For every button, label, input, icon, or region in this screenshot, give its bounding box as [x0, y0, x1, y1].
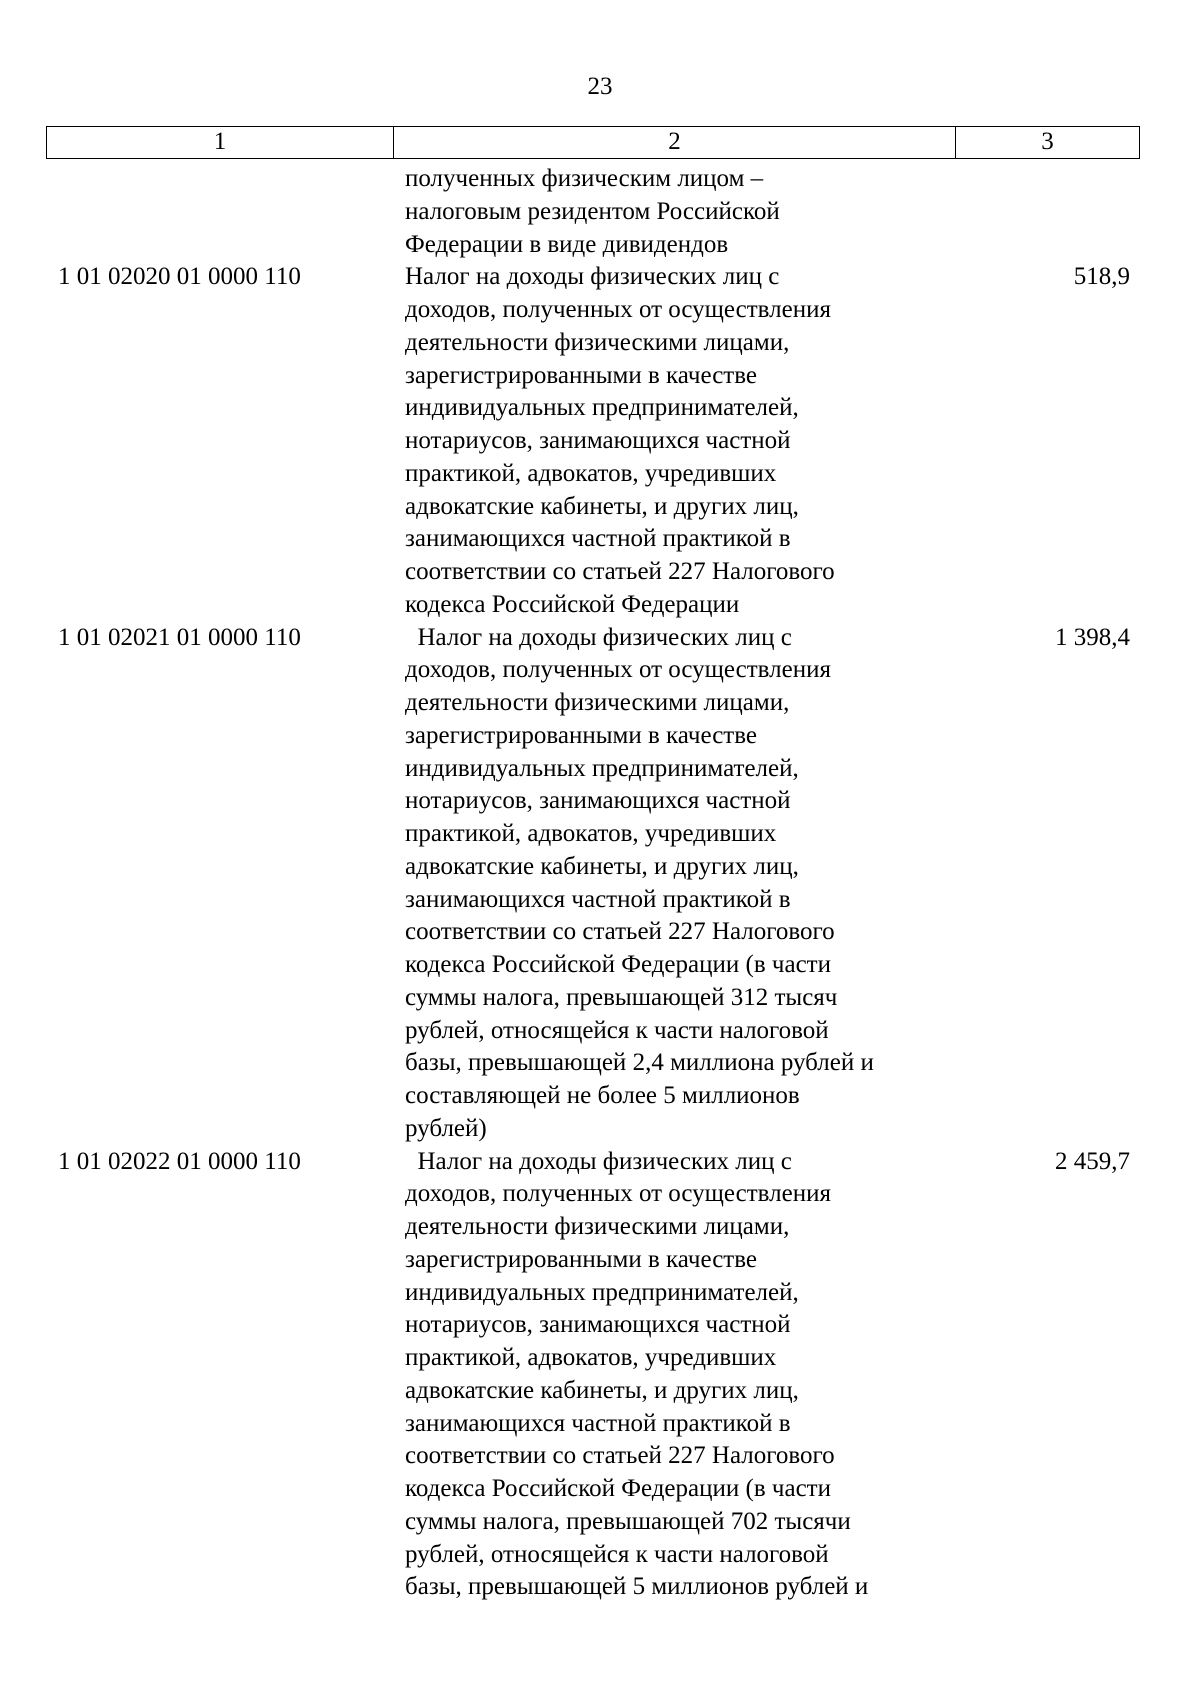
row-description — [393, 163, 955, 261]
description-line: занимающихся частной практикой в — [405, 1409, 791, 1437]
description-line: нотариусов, занимающихся частной — [405, 427, 791, 454]
table-header-col-2: 2 — [394, 127, 956, 158]
description-line: кодекса Российской Федерации (в части — [405, 1475, 831, 1502]
description-line: соответствии со статьей 227 Налогового — [405, 918, 835, 946]
description-line: занимающихся частной практикой в — [405, 885, 791, 913]
description-line: практикой, адвокатов, учредивших — [405, 459, 777, 487]
description-line: нотариусов, занимающихся частной — [405, 1311, 791, 1339]
description-line: деятельности физическими лицами, — [405, 689, 790, 716]
description-line: доходов, полученных от осуществления — [405, 1180, 831, 1208]
description-line: зарегистрированными в качестве — [405, 361, 757, 389]
table-row — [46, 1146, 1140, 1605]
description-line: зарегистрированными в качестве — [405, 1245, 757, 1273]
description-line: зарегистрированными в качестве — [405, 721, 757, 749]
description-line: адвокатские кабинеты, и других лиц, — [405, 492, 799, 520]
description-line: практикой, адвокатов, учредивших — [405, 1344, 777, 1371]
description-line: суммы налога, превышающей 702 тысячи — [405, 1507, 851, 1535]
description-line: доходов, полученных от осуществления — [405, 296, 831, 323]
page-number: 23 — [587, 73, 613, 100]
description-line: кодекса Российской Федерации — [405, 590, 740, 618]
description-line: индивидуальных предпринимателей, — [405, 394, 799, 422]
row-amount: 2 459,7 — [1055, 1147, 1130, 1175]
description-line: деятельности физическими лицами, — [405, 1213, 790, 1240]
description-line: адвокатские кабинеты, и других лиц, — [405, 1376, 799, 1404]
row-amount — [955, 163, 1140, 261]
row-code — [46, 163, 393, 261]
description-line: базы, превышающей 2,4 миллиона рублей и — [405, 1049, 874, 1077]
row-description — [393, 1146, 955, 1605]
description-line: составляющей не более 5 миллионов — [405, 1082, 800, 1109]
description-line: индивидуальных предпринимателей, — [405, 1278, 799, 1306]
description-line: кодекса Российской Федерации (в части — [405, 951, 831, 978]
description-line: Налог на доходы физических лиц с — [405, 1147, 792, 1175]
description-line: Налог на доходы физических лиц с — [405, 263, 780, 291]
description-line: рублей) — [405, 1114, 487, 1142]
row-code: 1 01 02021 01 0000 110 — [58, 623, 301, 651]
row-amount: 518,9 — [1073, 263, 1130, 291]
description-line: суммы налога, превышающей 312 тысяч — [405, 983, 838, 1011]
description-line: индивидуальных предпринимателей, — [405, 754, 799, 782]
row-description — [393, 261, 955, 621]
table-row — [46, 163, 1140, 261]
description-line: соответствии со статьей 227 Налогового — [405, 1442, 835, 1470]
description-line: рублей, относящейся к части налоговой — [405, 1016, 829, 1044]
description-line: Налог на доходы физических лиц с — [405, 623, 792, 651]
table-row — [46, 622, 1140, 1146]
description-line: рублей, относящейся к части налоговой — [405, 1540, 829, 1568]
description-line: налоговым резидентом Российской — [405, 197, 780, 225]
table-header-row — [46, 126, 1140, 159]
description-line: практикой, адвокатов, учредивших — [405, 820, 777, 847]
row-description — [393, 622, 955, 1146]
description-line: Федерации в виде дивидендов — [405, 230, 729, 258]
description-line: деятельности физическими лицами, — [405, 328, 790, 356]
description-line: адвокатские кабинеты, и других лиц, — [405, 852, 799, 880]
description-line: занимающихся частной практикой в — [405, 525, 791, 553]
row-code: 1 01 02020 01 0000 110 — [58, 263, 301, 291]
row-code: 1 01 02022 01 0000 110 — [58, 1147, 301, 1175]
table-header-col-3: 3 — [1041, 128, 1054, 155]
table-row — [46, 261, 1140, 621]
description-line: соответствии со статьей 227 Налогового — [405, 558, 835, 585]
description-line: доходов, полученных от осуществления — [405, 656, 831, 684]
row-amount: 1 398,4 — [1055, 623, 1130, 651]
description-line: полученных физическим лицом – — [405, 165, 764, 192]
description-line: нотариусов, занимающихся частной — [405, 787, 791, 815]
table-header-col-1: 1 — [47, 127, 394, 158]
description-line: базы, превышающей 5 миллионов рублей и — [405, 1573, 869, 1601]
table-body — [46, 163, 1140, 1604]
